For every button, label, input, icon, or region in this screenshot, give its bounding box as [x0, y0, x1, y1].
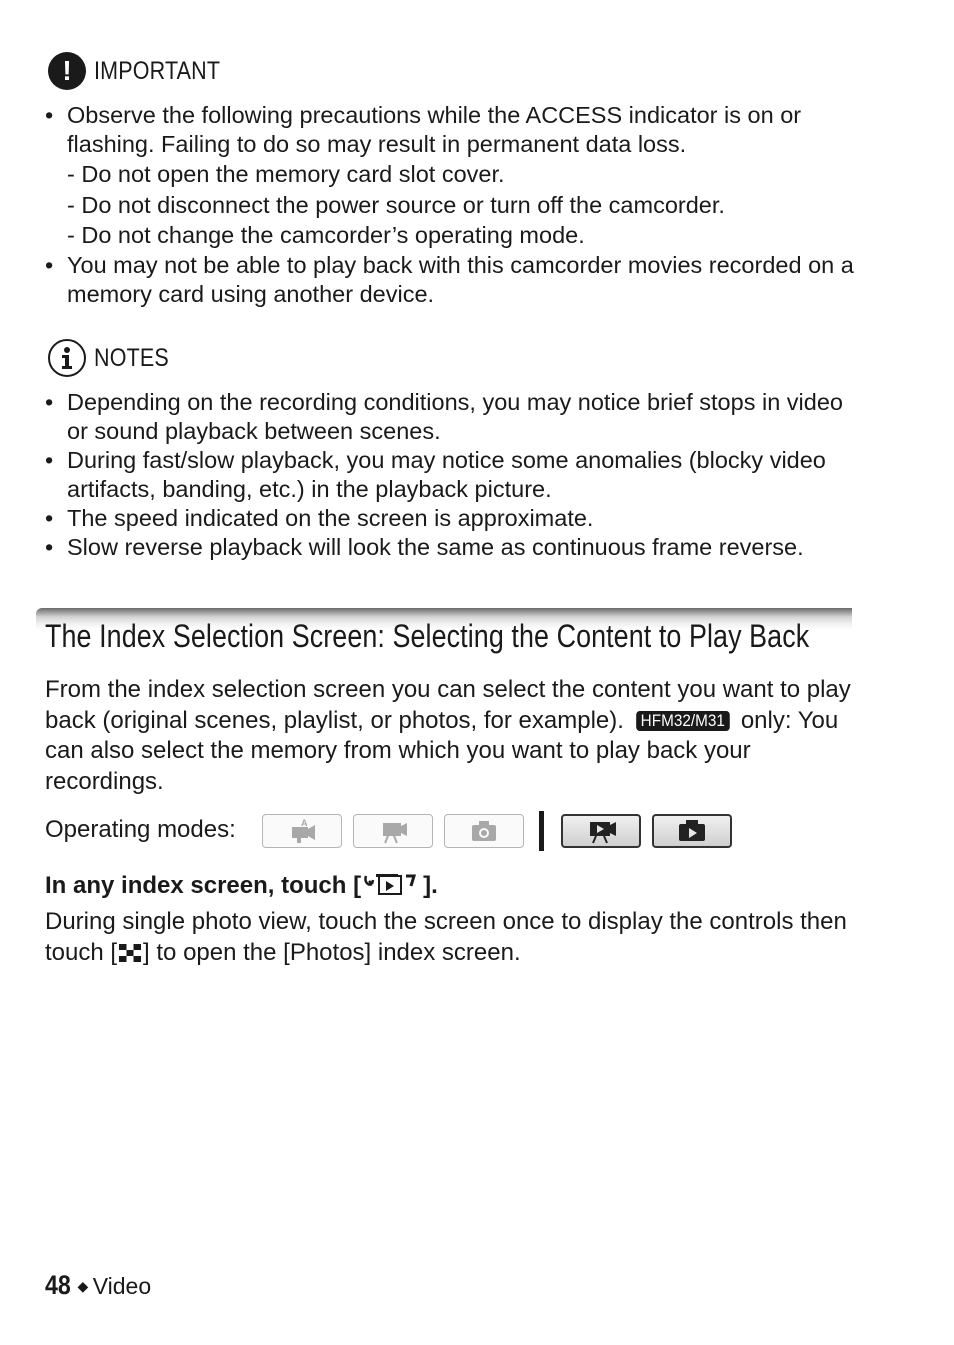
notes-label: NOTES — [94, 343, 169, 372]
sub-list — [67, 159, 865, 251]
index-screen-icon — [362, 872, 422, 903]
intro-paragraph: From the index selection screen you can select the content you want to play back (original scenes, playlist, or photos, for example). HFM32/M31 only: You can also select the memory from which you want to play back your recordings. — [45, 676, 851, 795]
operating-modes-label: Operating modes: — [45, 816, 236, 843]
model-badge: HFM32/M31 — [636, 711, 729, 731]
info-icon — [48, 339, 86, 377]
list-item: • Observe the following precautions while the ACCESS indicator is on or flashing. Failing to do so may result in permanent data loss. - Do not open the memory card slot cover. - Do not disconnect the power source or turn off the camcorder. - Do not change the camcorder’s operating mode. — [45, 101, 865, 251]
list-item: • Slow reverse playback will look the same as continuous frame reverse. — [45, 533, 865, 562]
instruction-line: In any index screen, touch [ ]. — [45, 872, 438, 903]
separator-diamond-icon: ◆ — [77, 1278, 89, 1294]
notes-list — [45, 388, 865, 562]
important-header — [48, 52, 241, 90]
sub-item: - Do not change the camcorder’s operating mode. — [67, 222, 585, 248]
exclamation-icon: ! — [48, 52, 86, 90]
mode-auto-video — [262, 814, 342, 848]
mode-photo-record — [444, 814, 524, 848]
photo-playback-icon — [672, 818, 712, 844]
important-list — [45, 101, 865, 309]
page-number: 48 — [45, 1270, 71, 1300]
sub-item: - Do not open the memory card slot cover. — [67, 161, 505, 187]
movie-playback-icon — [581, 818, 621, 844]
mode-movie-record — [353, 814, 433, 848]
list-item: • The speed indicated on the screen is approximate. — [45, 504, 865, 533]
page-footer — [45, 1270, 151, 1301]
notes-header — [48, 339, 181, 377]
svg-text:A: A — [301, 818, 308, 828]
list-item: • Depending on the recording conditions, you may notice brief stops in video or sound playback between scenes. — [45, 388, 865, 446]
list-item: • During fast/slow playback, you may notice some anomalies (blocky video artifacts, banding, etc.) in the playback picture. — [45, 446, 865, 504]
sub-item: - Do not disconnect the power source or turn off the camcorder. — [67, 191, 725, 218]
photos-index-icon — [118, 941, 142, 972]
mode-photo-playback — [652, 814, 732, 848]
mode-separator — [539, 811, 544, 851]
section-title: The Index Selection Screen: Selecting the Content to Play Back — [45, 618, 810, 654]
important-label: IMPORTANT — [94, 56, 221, 85]
detail-paragraph: During single photo view, touch the screen once to display the controls then touch [ ] to open the [Photos] index screen. — [45, 907, 865, 971]
auto-video-camera-icon — [282, 818, 322, 844]
movie-camera-icon — [373, 818, 413, 844]
chapter-name: Video — [92, 1273, 152, 1299]
list-item: • You may not be able to play back with this camcorder movies recorded on a memory card using another device. — [45, 251, 865, 309]
mode-movie-playback — [561, 814, 641, 848]
photo-camera-icon — [464, 818, 504, 844]
